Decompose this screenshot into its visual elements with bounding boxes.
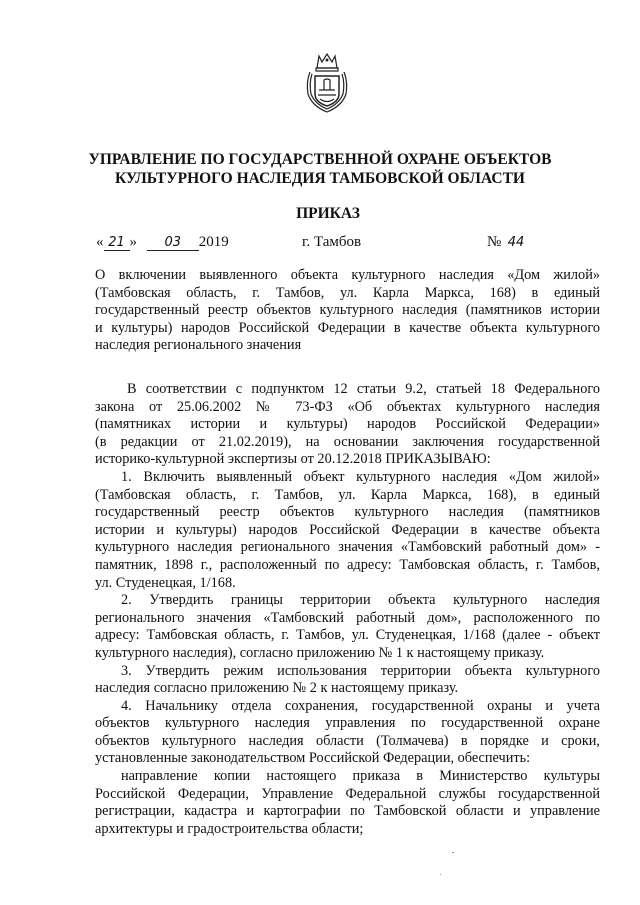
body-line: объектов культурного наследия управления по государственной охране [95, 715, 600, 732]
body-line: культурного наследия), согласно приложению № 1 к настоящему приказу. [95, 644, 545, 661]
body-line: Российской Федерации, Управление Федеральной службы государственной [95, 785, 600, 802]
body-line: историко-культурной экспертизы от 20.12.2018 ПРИКАЗЫВАЮ: [95, 451, 491, 468]
subject-line: государственный реестр объектов культурного наследия (памятников истории [95, 302, 600, 319]
body-line: истории и культуры) народов Российской Федерации в качестве объекта [95, 521, 600, 538]
body-line: направление копии настоящего приказа в Министерство культуры [121, 768, 600, 785]
body-line: ул. Студенецкая, 1/168. [95, 574, 236, 591]
organization-title-line: КУЛЬТУРНОГО НАСЛЕДИЯ ТАМБОВСКОЙ ОБЛАСТИ [115, 170, 525, 187]
subject-line: (Тамбовская область, г. Тамбов, ул. Карла Маркса, 168) в единый [95, 284, 600, 301]
scan-speck [440, 874, 441, 875]
order-city: г. Тамбов [302, 234, 362, 250]
organization-title [60, 150, 580, 188]
body-line: регистрации, кадастра и картографии по Тамбовской области и управление [95, 803, 600, 820]
date-open-quote: « [96, 234, 104, 250]
subject-line: наследия регионального значения [95, 337, 302, 354]
body-line: архитектуры и градостроительства области; [95, 820, 364, 837]
body-line: 2. Утвердить границы территории объекта культурного наследия [121, 592, 600, 609]
body-line: В соответствии с подпунктом 12 статьи 9.2, статьей 18 Федерального [127, 381, 600, 397]
body-line: адресу: Тамбовская область, г. Тамбов, ул. Студенецкая, 1/168 (далее - объект [95, 627, 600, 644]
order-date [96, 234, 229, 251]
body-line: (памятниках истории и культуры) народов Российской Федерации» [95, 416, 600, 433]
body-line: закона от 25.06.2002 № 73-ФЗ «Об объектах культурного наследия [95, 398, 600, 415]
coat-of-arms-emblem [302, 50, 352, 116]
date-year: 2019 [198, 234, 229, 250]
body-line: регионального значения «Тамбовский работный дом», расположенного по [95, 609, 600, 626]
body-line: государственный реестр объектов культурного наследия (памятников [95, 504, 600, 521]
subject-line: О включении выявленного объекта культурного наследия «Дом жилой» [95, 267, 600, 283]
body-line: 1. Включить выявленный объект культурного наследия «Дом жилой» [121, 468, 600, 485]
subject-line: и культуры) народов Российской Федерации в качестве объекта культурного [95, 319, 600, 336]
document-type-heading: ПРИКАЗ [296, 205, 360, 222]
order-number-value: 44 [507, 235, 525, 250]
body-line: памятник, 1898 г., расположенный по адресу: Тамбовская область, г. Тамбов, [95, 556, 600, 573]
coat-of-arms-icon [302, 50, 352, 116]
organization-title-line: УПРАВЛЕНИЕ ПО ГОСУДАРСТВЕННОЙ ОХРАНЕ ОБЪЕКТОВ [88, 151, 552, 168]
body-line: 3. Утвердить режим использования территории объекта культурного [121, 662, 600, 679]
date-month: 03 [147, 236, 199, 251]
date-close-quote: » [129, 234, 137, 250]
order-subject [95, 267, 600, 355]
body-line: наследия согласно приложению № 2 к настоящему приказу. [95, 680, 459, 697]
body-line: установленные законодательством Российской Федерации, обеспечить: [95, 750, 531, 767]
scan-speck [452, 852, 454, 853]
body-line: (в редакции от 21.02.2019), на основании заключения государственной [95, 433, 600, 450]
date-day: 21 [104, 236, 130, 251]
body-line: культурного наследия регионального значения «Тамбовский работный дом» - [95, 539, 600, 556]
order-body [95, 381, 600, 838]
body-line: объектов культурного наследия области (Толмачева) в порядке и сроки, [95, 732, 600, 749]
order-number [487, 234, 527, 251]
order-number-label: № [487, 234, 502, 250]
body-line: 4. Начальнику отдела сохранения, государственной охраны и учета [121, 697, 600, 714]
body-line: (Тамбовская область, г. Тамбов, ул. Карла Маркса, 168), в единый [95, 486, 600, 503]
